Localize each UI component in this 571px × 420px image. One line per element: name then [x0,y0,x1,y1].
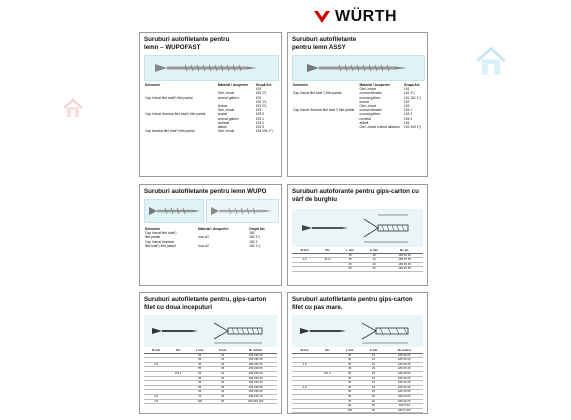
screw-image [144,199,204,223]
table-cell: 189 039 65 [234,390,277,395]
table-cell: 35 [362,390,386,395]
screw-image [206,199,279,223]
table-cell: cromat galben [217,116,239,121]
table-cell: 50 [362,408,386,413]
table-cell: 45 [188,362,211,367]
table-cell: Cap înecat filet total *) filet parțial [293,91,342,96]
table-row [292,408,423,413]
table-cell: 151 1*) [403,91,415,96]
column-header: Material / Acoperire [359,83,391,87]
table-cell: PH 2 [168,371,188,376]
table-cell [292,267,317,272]
table-cell: filet total*) filet parțial [145,243,176,248]
column-header: Grupă Art. [249,227,266,231]
table-cell: 75 [338,399,362,404]
table-cell: 100 [338,408,362,413]
table-cell: cromat albastru [359,91,383,96]
table-cell: alămit [217,125,227,130]
table-cell: 189 5 90 [385,404,423,409]
table-cell: Oțel, zincat [359,87,377,92]
table-cell: 29 [211,362,234,367]
table-cell: 182 1*) [249,235,260,240]
table-cell: 40 [362,399,386,404]
table-cell: 193 3 [255,125,264,130]
panel-title-line: vârf de burghiu [292,196,338,203]
column-header: b mm [362,249,386,253]
table-cell: Oțel, zincat [217,108,235,113]
table-cell: Oțel, zincat [359,104,377,109]
panel-title-line: pentru lemn ASSY [292,44,346,51]
table-cell: 3,9 [144,394,168,399]
table-cell: 4,8 [144,399,168,404]
table-cell: 189 35 55 [385,371,423,376]
table-cell: 55 [188,367,211,372]
table-cell: Oțel, zincat [217,129,235,134]
table-cell: 193 [255,87,262,92]
table-row [292,267,423,272]
screw-image [144,55,279,81]
table-cell: 25 [338,353,362,358]
table-cell: cromat albastru [359,108,383,113]
column-header: Denumire [145,83,161,87]
table-cell: 65 [338,394,362,399]
gips-drill-table [292,249,423,272]
panel-title [292,296,423,312]
panel-gips-coarse [287,292,428,414]
table-cell: alămit [359,120,369,125]
table-cell: 189 039 35 [234,358,277,363]
table-cell: brunat [217,104,228,109]
table-cell: 35 [338,258,362,263]
panel-assy [287,32,428,177]
column-header: Str. [168,349,188,353]
table-cell: 19 [362,353,386,358]
panel-gips-drill [287,184,428,286]
table-cell: 24 [211,358,234,363]
screw-image [292,55,425,81]
table-cell: Cap înecat /bombat filet total *) filet parțial [293,108,355,113]
table-cell: 29 [362,385,386,390]
gips-double-table [144,349,277,404]
table-cell: 154 2 [403,112,413,117]
table-cell: 55 [338,390,362,395]
table-cell: Cap înecat /bombat filet total*) filet parțial [145,112,206,117]
screw-drawing [292,315,423,347]
wupofast-table [144,83,277,133]
table-cell: 55 [188,385,211,390]
table-cell: 154 3 [403,116,413,121]
table-cell [317,408,338,413]
table-row [144,129,277,133]
table-cell: 189 35 45 [385,367,423,372]
table-cell: 189 039 45 [234,362,277,367]
column-header: b mm [211,349,234,353]
table-cell: Cap înecat filet total*) filet parțial [145,95,193,100]
panel-title-line: filet cu doua inceputuri [144,304,213,311]
table-cell: 35 [211,367,234,372]
column-header: Nr. articol [234,349,277,353]
table-cell: nichelat [217,120,230,125]
table-cell: 189 39 75 [385,399,423,404]
table-cell: 189 39 35 [385,381,423,386]
table-cell: 194 194 1*) [255,129,273,134]
table-cell: 189 039 25 [234,353,277,358]
table-cell: cromat galben [359,95,381,100]
table-cell: 3,9 [144,362,168,367]
table-cell: brunat [217,112,228,117]
table-cell: 45 [338,385,362,390]
table-cell: 19 [362,253,386,258]
table-cell: 24 [362,258,386,263]
table-row [144,244,277,248]
table-cell: 154 1 [403,108,413,113]
column-header: Nr. articol [385,349,423,353]
table-cell: nichelat [359,116,371,121]
table-cell: Oțel, zincat cromat albastru [359,125,400,130]
table-cell: 152 [403,99,410,104]
table-cell: 189 39 45 [385,385,423,390]
table-cell: 24 [362,362,386,367]
table-cell: 35 [362,371,386,376]
table-cell: 153 153 1*) [403,125,421,130]
table-cell: 35 [188,376,211,381]
table-cell: Inox A2 [197,243,209,248]
column-header: b mm [362,349,386,353]
table-cell: 151 151 1*) [403,95,421,100]
table-cell: 189 05 25 [386,253,423,258]
table-cell: PH 2 [317,258,338,263]
table-cell: 29 [362,367,386,372]
table-cell: 19 [211,353,234,358]
table-cell [317,267,338,272]
table-cell: 40 [211,394,234,399]
table-cell: 189 39 65 [385,394,423,399]
table-cell: 189 05 45 [386,262,423,267]
table-cell: 182 [249,231,255,236]
table-cell: 25 [188,371,211,376]
table-cell: 193 1 [255,116,264,121]
panel-title [292,188,423,204]
table-row [144,399,277,404]
screw-icon [145,56,278,80]
table-cell [292,125,359,129]
panel-title [144,36,277,52]
table-cell: 189 039 45 [234,381,277,386]
panel-title-line: Suruburi autofiletante pentru, gips-carton [144,296,267,303]
table-cell: 189 039 55 [234,367,277,372]
table-cell: 193 1*) [255,91,267,96]
table-cell [168,399,188,404]
column-header: Str. [317,249,338,253]
table-cell: 189 05 35 [386,258,423,263]
table-cell: 30 [338,358,362,363]
table-cell: 24 [362,381,386,386]
table-cell: Inox A2 [197,235,209,240]
house-icon [62,97,84,119]
panel-title-line: lemn – WUPOFAST [144,44,201,51]
table-cell: 189 5 100 [385,408,423,413]
table-cell: 189 35 25 [385,353,423,358]
table-cell: 24 [362,358,386,363]
table-cell: cromat galben [359,112,381,117]
table-cell: 193 [255,95,262,100]
table-cell: 189 35 35 [385,362,423,367]
table-cell: 182 1*) [249,243,260,248]
table-cell: 40 [211,390,234,395]
table-cell: Cap bombat filet total*) filet parțial [145,129,195,134]
column-header: Ø mm [292,249,317,253]
table-cell: 153 [403,104,410,109]
house-icon [474,44,508,78]
table-cell: 189 039 75 [234,394,277,399]
table-cell: brunat [359,99,369,104]
table-cell: 35 [188,358,211,363]
table-cell: 189 39 55 [385,390,423,395]
table-cell: 35 [211,385,234,390]
table-cell [292,408,317,413]
table-cell: 75 [188,394,211,399]
column-header: Grupa Art. [403,83,421,87]
table-cell: 193 2*) [255,104,267,109]
table-cell: 3,5 [292,362,317,367]
table-cell: 35 [362,267,386,272]
table-cell: 19 [211,371,234,376]
table-cell: 189 048 100 [234,399,277,404]
column-header: Ø mm [292,349,317,353]
table-cell: 25 [188,353,211,358]
table-row [292,125,423,129]
table-cell: 193 0 [255,112,264,117]
panel-title-line: Suruburi autoforante pentru gips-carton cu [292,188,419,195]
wupo-table [144,227,277,248]
table-cell: 19 [362,376,386,381]
table-cell: 182 2 [249,239,258,244]
screw-drawing [292,209,423,247]
table-cell: 151 [403,87,410,92]
table-cell: 45 [188,381,211,386]
table-cell: 189 35 30 [385,358,423,363]
table-cell: 193 1*) [255,99,267,104]
table-cell: 35 [338,381,362,386]
table-cell: 189 039 25 [234,371,277,376]
panel-title [292,36,423,52]
column-header: Material / Acoperire [197,227,229,231]
column-header: Ø mm [144,349,168,353]
column-header: L mm [338,249,362,253]
table-cell: 45 [338,262,362,267]
column-header: Denumire [145,227,161,231]
table-cell: 3,5 [292,258,317,263]
table-cell: 55 [338,371,362,376]
screw-icon [144,315,277,347]
panel-title-line: Suruburi autofiletante pentru gips-carton [292,296,413,303]
column-header: L mm [338,349,362,353]
panel-title [144,296,277,312]
table-cell: 3,9 [292,385,317,390]
table-cell: 24 [211,376,234,381]
table-cell: 189 05 55 [386,267,423,272]
table-cell: 154 [403,120,410,125]
panel-gips-double [139,292,282,414]
panel-title: Suruburi autofiletante pentru lemn WUPO [144,188,267,195]
table-cell: 65 [188,390,211,395]
table-cell: Cap înecat filet total*) [145,231,177,236]
table-cell: 100 [188,399,211,404]
logo-text: WÜRTH [335,8,398,25]
column-header: Str. [317,349,338,353]
table-cell: 50 [211,399,234,404]
table-cell: 193 2 [255,120,264,125]
table-cell: 50 [362,404,386,409]
table-cell: 25 [338,376,362,381]
table-cell: 29 [362,262,386,267]
table-cell: 55 [338,267,362,272]
column-header: L mm [188,349,211,353]
column-header: Grupă Art. [255,83,272,87]
column-header: Nr. art. [386,249,423,253]
screw-icon [207,200,278,222]
table-cell: 45 [338,367,362,372]
wurth-logo-icon [313,8,331,26]
table-cell: cromat galben [217,95,239,100]
column-header: Material / Acoperire [217,83,249,87]
assy-table [292,83,423,129]
panel-title-line: Suruburi autofiletante pentru [144,36,230,43]
panel-title-line: Suruburi autofiletante [292,36,357,43]
screw-drawing [144,315,277,347]
wurth-logo [313,6,423,28]
table-cell: 29 [211,381,234,386]
table-cell: 189 39 25 [385,376,423,381]
table-cell: 90 [338,404,362,409]
screw-icon [292,209,423,247]
panel-wupo [139,184,282,286]
table-cell: PH 2 [317,371,338,376]
table-cell: 189 039 55 [234,385,277,390]
table-cell: 40 [362,394,386,399]
table-cell: 35 [338,362,362,367]
screw-icon [145,200,203,222]
table-cell: filet parțial [145,235,161,240]
column-header: Denumire [293,83,309,87]
table-cell: 189 039 35 [234,376,277,381]
screw-icon [292,315,423,347]
screw-icon [293,56,424,80]
table-cell: Cap înecat /bombat [145,239,174,244]
table-cell: 25 [338,253,362,258]
gips-coarse-table [292,349,423,413]
panel-wupofast [139,32,282,177]
table-cell: 193 [255,108,262,113]
panel-title-line: filet cu pas mare. [292,304,343,311]
table-cell: Oțel, zincat [217,91,235,96]
